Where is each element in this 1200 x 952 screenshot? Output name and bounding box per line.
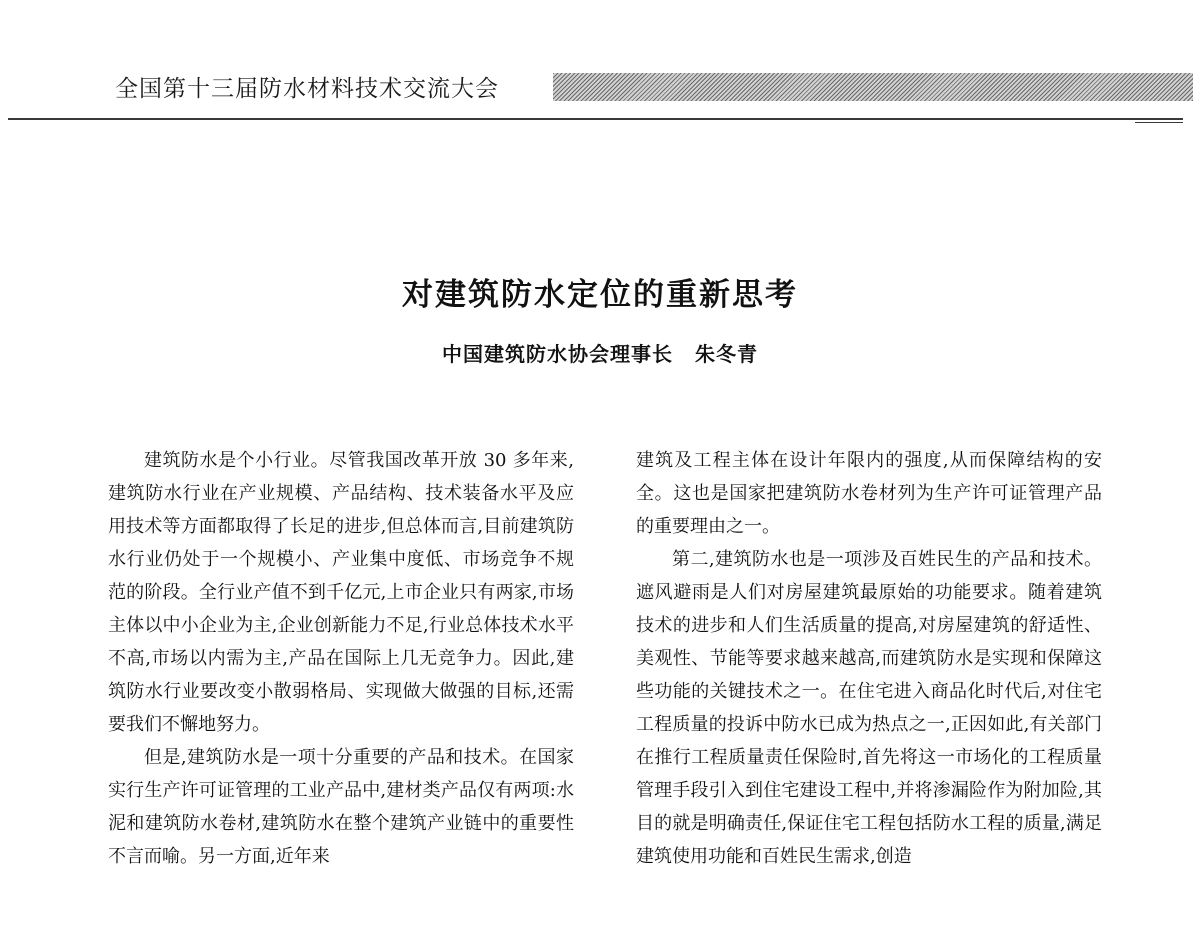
author-line [0, 338, 1200, 367]
right-column [636, 444, 1102, 952]
paper-title: 对建筑防水定位的重新思考 [402, 276, 798, 313]
left-column [108, 444, 574, 952]
author-name: 朱冬青 [695, 342, 758, 366]
left-paragraph-1: 建筑防水是个小行业。尽管我国改革开放 30 多年来,建筑防水行业在产业规模、产品结构、技术装备水平及应用技术等方面都取得了长足的进步,但总体而言,目前建筑防水行业仍处于一个规模小、产业集中度低、市场竞争不规范的阶段。全行业产值不到千亿元,上市企业只有两家,市场主体以中小企业为主,企业创新能力不足,行业总体技术水平不高,市场以内需为主,产品在国际上几无竞争力。因此,建筑防水行业要改变小散弱格局、实现做大做强的目标,还需要我们不懈地努力。 [108, 450, 574, 735]
right-paragraph-1: 建筑及工程主体在设计年限内的强度,从而保障结构的安全。这也是国家把建筑防水卷材列为生产许可证管理产品的重要理由之一。 [636, 450, 1102, 537]
header-divider-tail [1135, 122, 1183, 123]
left-paragraph-2: 但是,建筑防水是一项十分重要的产品和技术。在国家实行生产许可证管理的工业产品中,建材类产品仅有两项:水泥和建筑防水卷材,建筑防水在整个建筑产业链中的重要性不言而喻。另一方面,近年来 [108, 747, 574, 867]
header-pattern-band [553, 73, 1193, 101]
conference-header: 全国第十三届防水材料技术交流大会 [115, 76, 499, 102]
header-divider [8, 118, 1183, 120]
author-role: 中国建筑防水协会理事长 [442, 342, 673, 366]
right-paragraph-2: 第二,建筑防水也是一项涉及百姓民生的产品和技术。遮风避雨是人们对房屋建筑最原始的功能要求。随着建筑技术的进步和人们生活质量的提高,对房屋建筑的舒适性、美观性、节能等要求越来越高,而建筑防水是实现和保障这些功能的关键技术之一。在住宅进入商品化时代后,对住宅工程质量的投诉中防水已成为热点之一,正因如此,有关部门在推行工程质量责任保险时,首先将这一市场化的工程质量管理手段引入到住宅建设工程中,并将渗漏险作为附加险,其目的就是明确责任,保证住宅工程包括防水工程的质量,满足建筑使用功能和百姓民生需求,创造 [636, 549, 1102, 867]
